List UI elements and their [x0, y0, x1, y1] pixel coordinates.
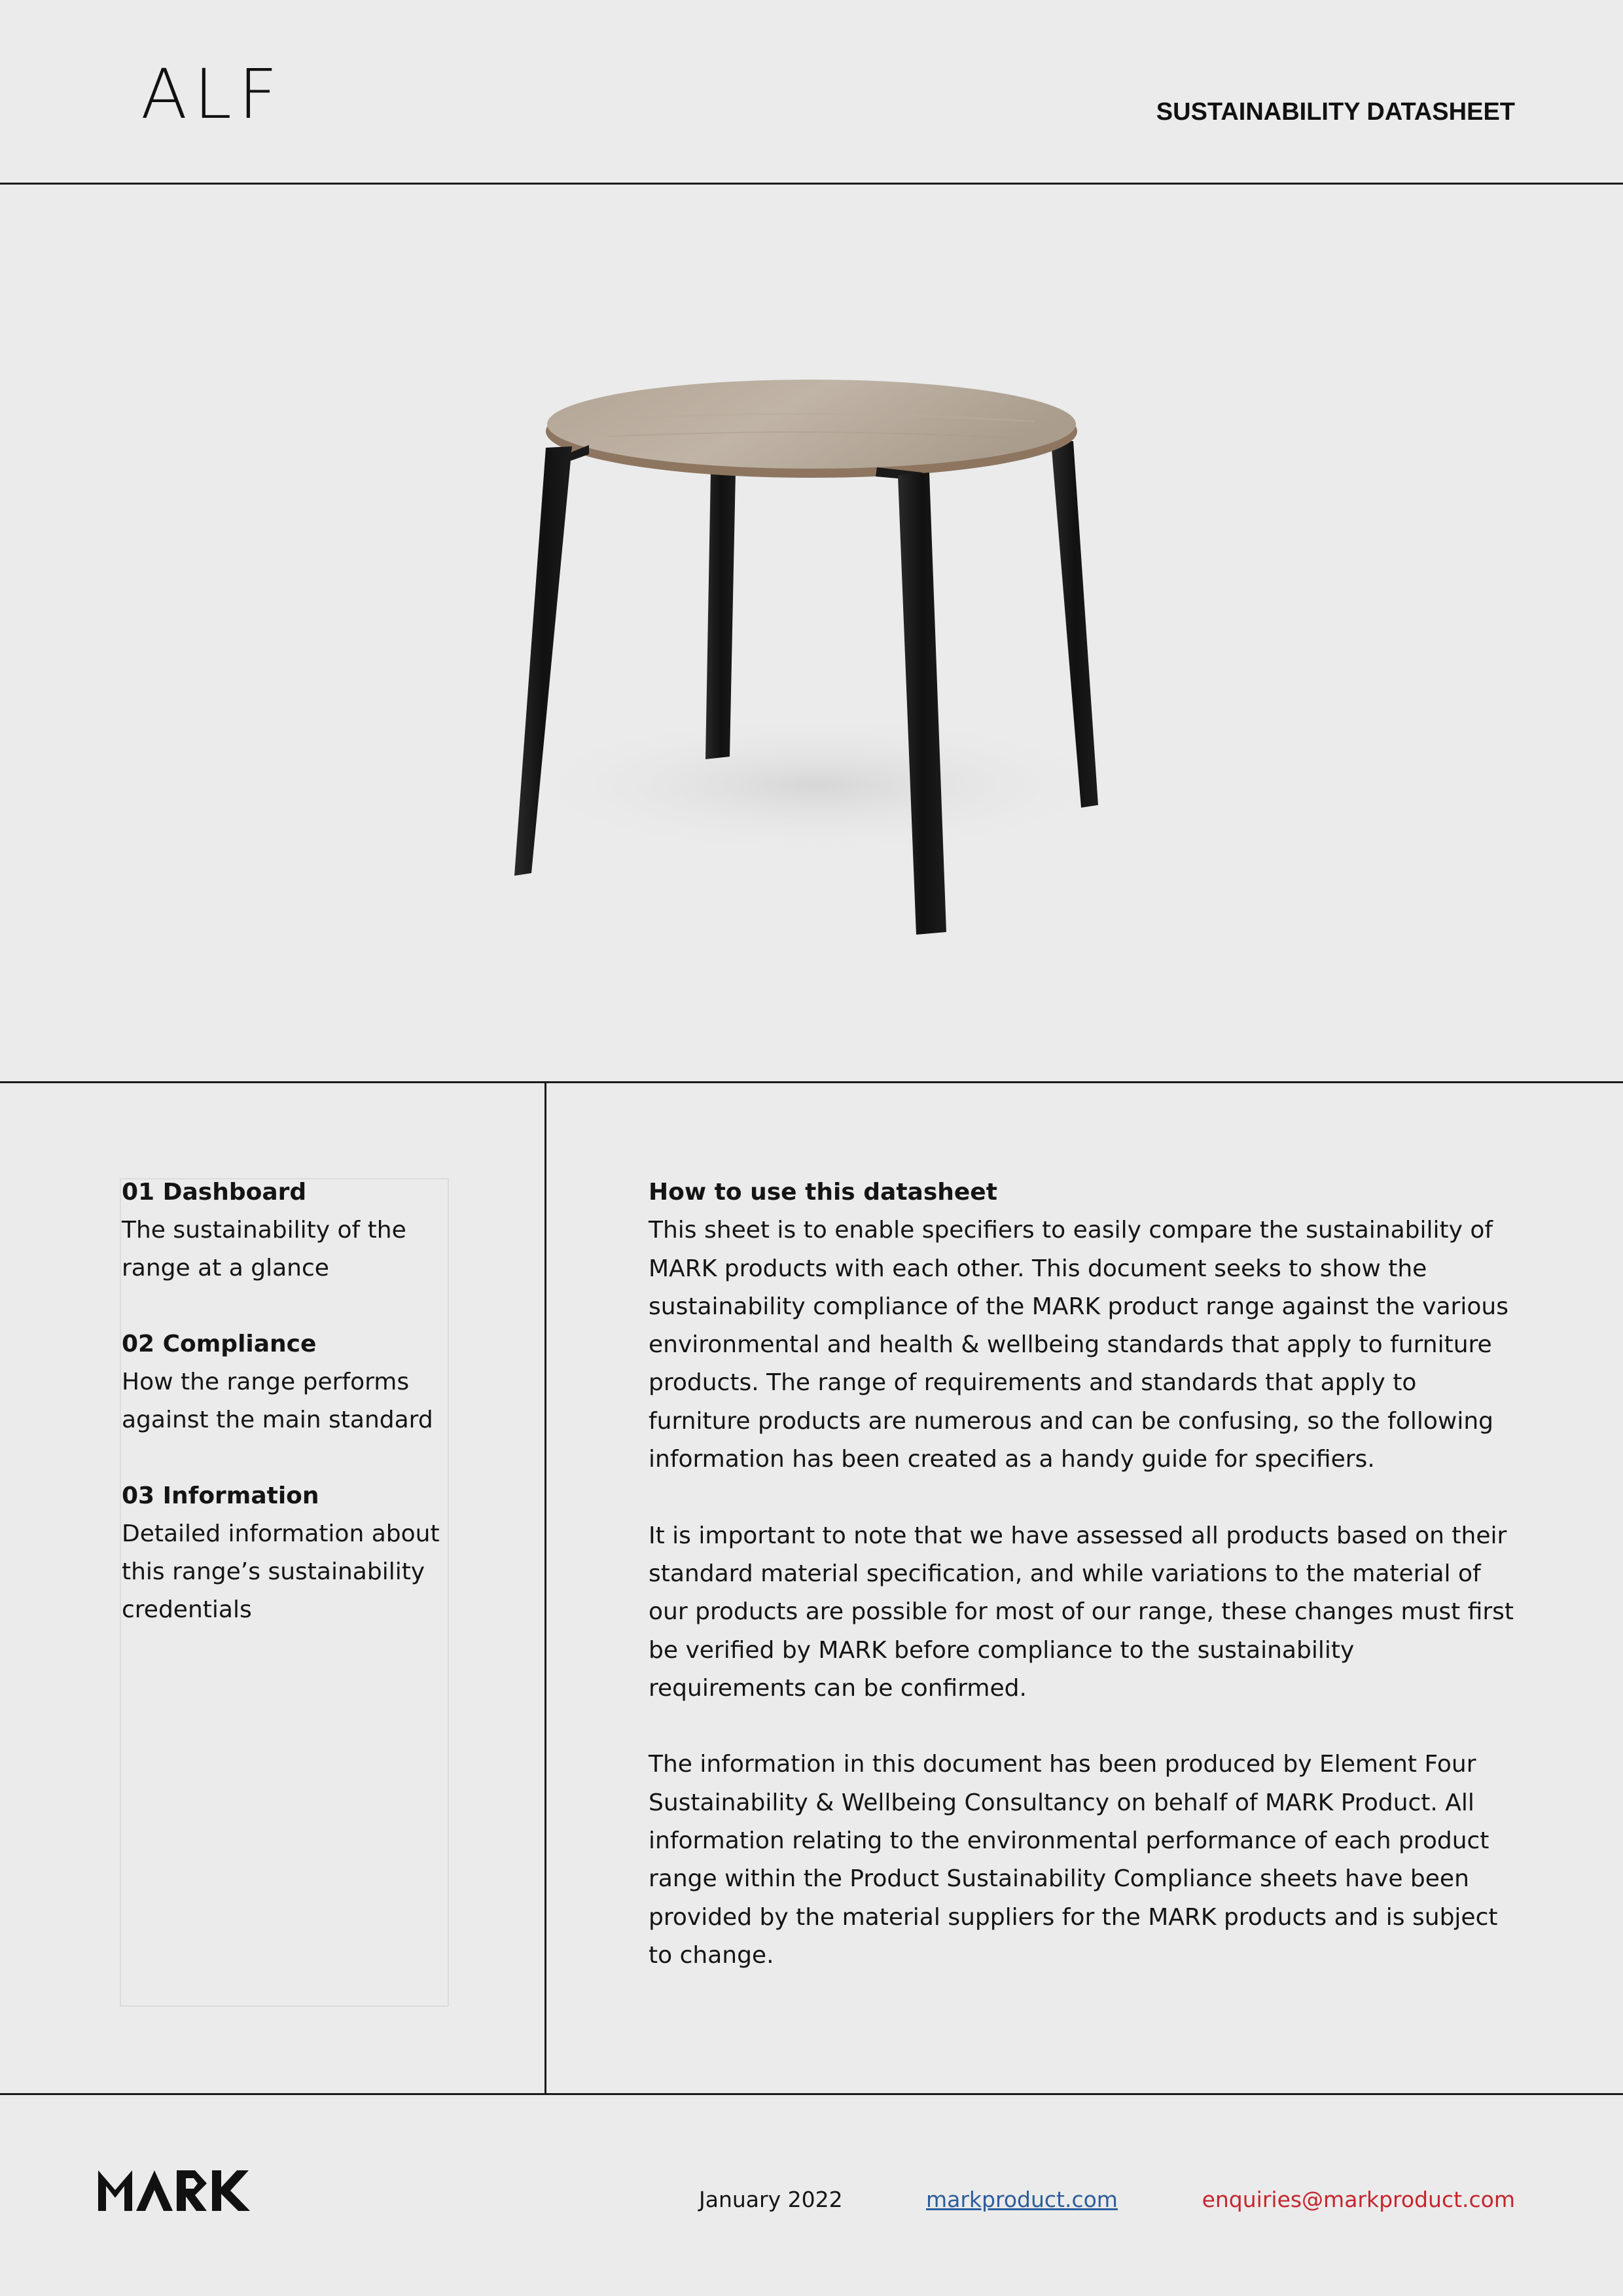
footer-divider [0, 2093, 1623, 2095]
table-shadow [510, 713, 1126, 857]
hero-divider [0, 1081, 1623, 1083]
contents-item-title: 01 Dashboard [122, 1179, 307, 1206]
table-illustration [0, 185, 1623, 1081]
usage-guide-paragraph: The information in this document has been produced by Element Four Sustainability & Wellbeing Consultancy on behalf of MARK Product. All information relating to the environmental performance of each product range within the Product Sustainability Compliance sheets have been provided by the material suppliers for the MARK products and is subject to change. [649, 1751, 1498, 1969]
mark-logo [98, 2170, 255, 2214]
mark-logo-icon [98, 2170, 255, 2211]
usage-guide-paragraph: It is important to note that we have assessed all products based on their standard material specification, and while variations to the material of our products are possible for most of our range, these changes must first be verified by MARK before compliance to the sustainability requirements can be confirmed. [649, 1522, 1514, 1702]
usage-guide [649, 1174, 1519, 2013]
contents-item-description: Detailed information about this range’s sustainability credentials [122, 1520, 440, 1623]
product-image [0, 185, 1623, 1081]
contents-item-compliance [122, 1325, 462, 1439]
usage-guide-heading: How to use this datasheet [649, 1179, 997, 1206]
table-leg-back-left [705, 471, 736, 759]
contents-item-dashboard [122, 1174, 462, 1287]
column-divider [544, 1081, 546, 2094]
table-leg-front-right [898, 473, 946, 935]
email-link[interactable]: enquiries@markproduct.com [1202, 2187, 1515, 2212]
contents-item-title: 02 Compliance [122, 1331, 317, 1357]
publication-date: January 2022 [699, 2187, 843, 2212]
contents-item-title: 03 Information [122, 1482, 319, 1509]
contents-sidebar [122, 1174, 462, 1667]
contents-item-description: How the range performs against the main standard [122, 1369, 433, 1433]
website-link[interactable]: markproduct.com [926, 2187, 1118, 2212]
table-top [547, 380, 1076, 469]
document-type-title: SUSTAINABILITY DATASHEET [1156, 98, 1515, 126]
contents-item-description: The sustainability of the range at a glance [122, 1217, 406, 1282]
contents-item-information [122, 1477, 462, 1629]
usage-guide-paragraph: This sheet is to enable specifiers to easily compare the sustainability of MARK products with each other. This document seeks to show the sustainability compliance of the MARK product range against the various environmental and health & wellbeing standards that apply to furniture products. The range of requirements and standards that apply to furniture products are numerous and can be confusing, so the following information has been created as a handy guide for specifiers. [649, 1217, 1508, 1473]
product-name: ALF [141, 54, 284, 134]
